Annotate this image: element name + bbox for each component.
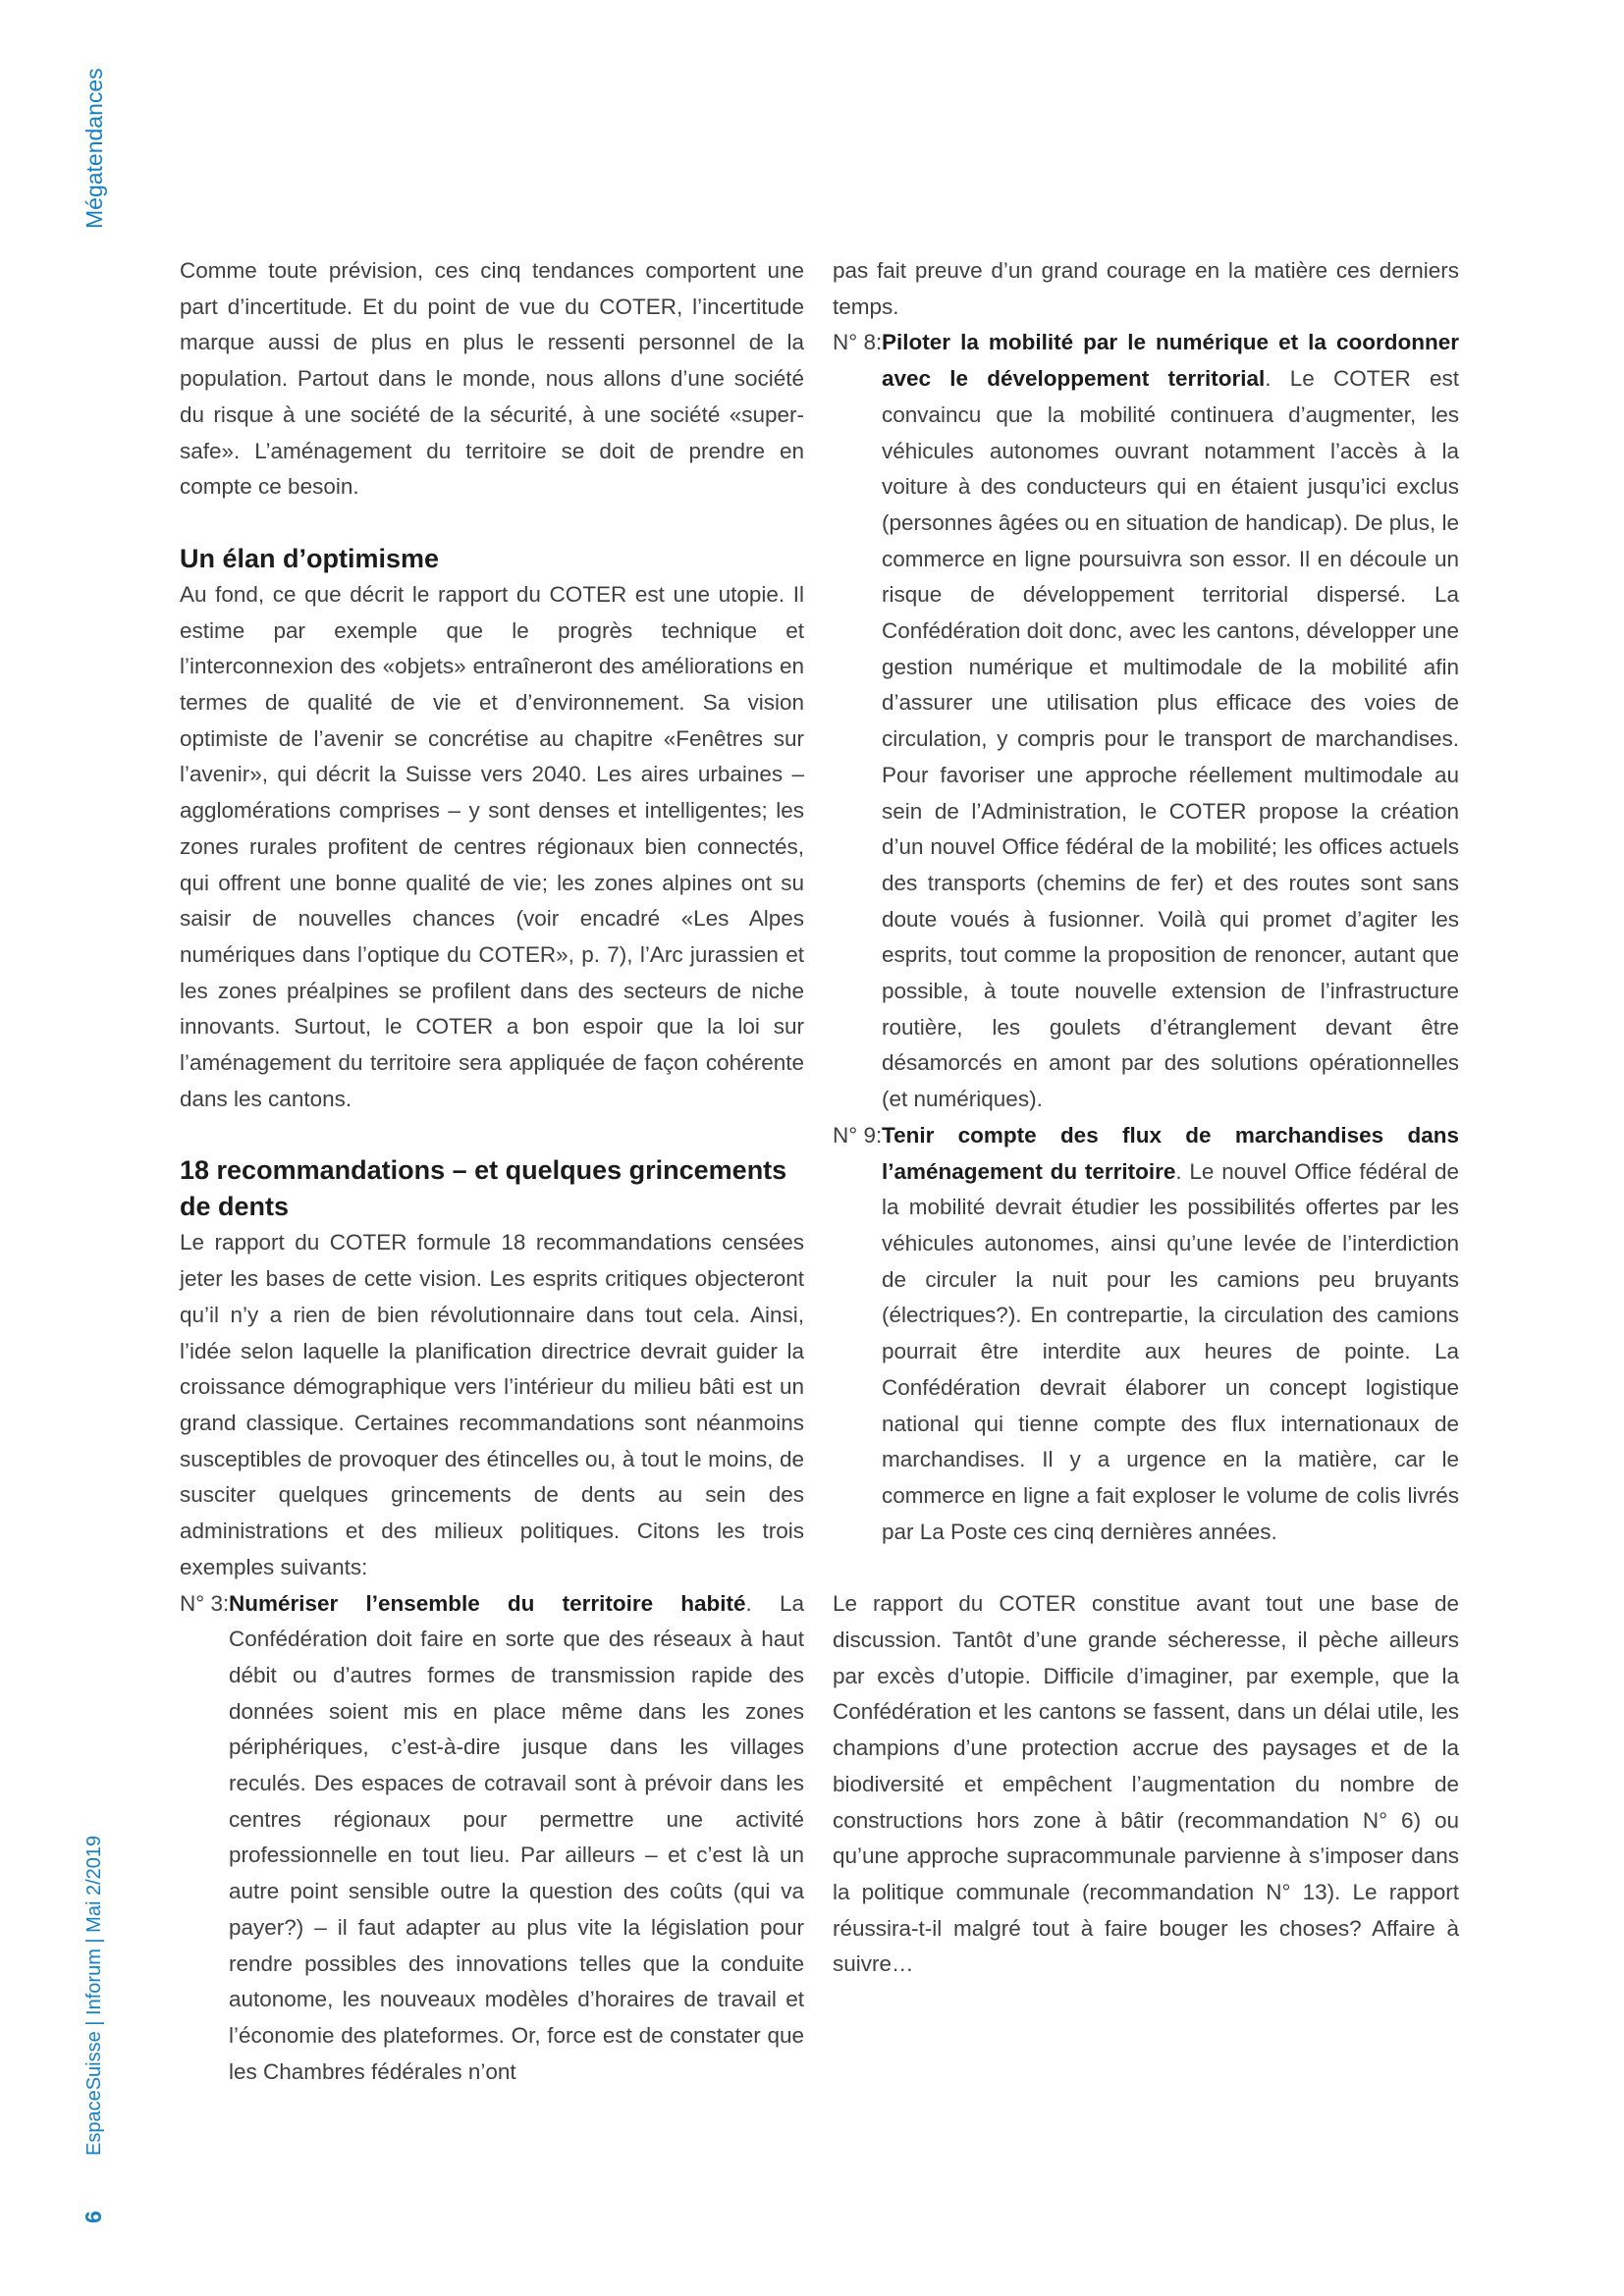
recommendation-9-body: . Le nouvel Office fédéral de la mobilité devrait étudier les possibilités offertes par les véhicules autonomes, ainsi qu’une levée de l’interdiction de circuler la nuit pour les camions peu bruyants (électriques?). En contrepartie, la circulation des camions pourrait être interdite aux heures de pointe. La Confédération devrait élaborer un concept logistique national qui tienne compte des flux internationaux de marchandises. Il y a urgence en la matière, car le commerce en ligne a fait exploser le volume de colis livrés par La Poste ces cinq dernières années. — [882, 1158, 1459, 1544]
recommendation-8-body: . Le COTER est convaincu que la mobilité continuera d’augmenter, les véhicules autonomes ouvrant notamment l’accès à la voiture à des conducteurs qui en étaient jusqu’ici exclus (personnes âgées ou en situation de handicap). De plus, le commerce en ligne poursuivra son essor. Il en découle un risque de développement territorial dispersé. La Confédération doit donc, avec les cantons, développer une gestion numérique et multimodale de la mobilité afin d’assurer une utilisation plus efficace des voies de circulation, y compris pour le transport de marchandises. Pour favoriser une approche réellement multimodale au sein de l’Administration, le COTER propose la création d’un nouvel Office fédéral de la mobilité; les offices actuels des transports (chemins de fer) et des routes sont sans doute voués à fusionner. Voilà qui promet d’agiter les esprits, tout comme la proposition de renoncer, autant que possible, à toute nouvelle extension de l’infrastructure routière, les goulets d’étranglement devant être désamorcés en amont par des solutions opérationnelles (et numériques). — [882, 366, 1459, 1112]
closing-paragraph: Le rapport du COTER constitue avant tout une base de discussion. Tantôt d’une grande sécheresse, il pèche ailleurs par excès d’utopie. Difficile d’imaginer, par exemple, que la Confédération et les cantons se fassent, dans un délai utile, les champions d’une protection accrue des paysages et de la biodiversité et empêchent l’augmentation du nombre de constructions hors zone à bâtir (recommandation N° 6) ou qu’une approche supracommunale parvienne à s’imposer dans la politique communale (recommandation N° 13). Le rapport réussira-t-il malgré tout à faire bouger les choses? Affaire à suivre… — [833, 1591, 1459, 1977]
page-number: 6 — [81, 2211, 106, 2223]
recommendation-9-label: N° 9: — [833, 1122, 883, 1148]
section-heading-recommandations: 18 recommandations – et quelques grincements de dents — [180, 1155, 787, 1222]
intro-paragraph: Comme toute prévision, ces cinq tendances comportent une part d’incertitude. Et du point de vue du COTER, l’incertitude marque aussi de plus en plus le ressenti personnel de la population. Partout dans le monde, nous allons d’une société du risque à une société de la sécurité, à une société «super-safe». L’aménagement du territoire se doit de prendre en compte ce besoin. — [180, 258, 804, 500]
recommendation-item-3 — [180, 1586, 804, 2091]
recommendation-8-title: Piloter la mobilité par le numérique et la coordonner avec le développement territorial — [882, 330, 1459, 392]
rubric-label: Mégatendances — [81, 68, 107, 229]
section-heading-optimisme: Un élan d’optimisme — [180, 543, 440, 573]
section-recommandations-paragraph: Le rapport du COTER formule 18 recommandations censées jeter les bases de cette vision. Les esprits critiques objecteront qu’il n’y a rien de bien révolutionnaire dans tout cela. Ainsi, l’idée selon laquelle la planification directrice devrait guider la croissance démographique vers l’intérieur du milieu bâti est un grand classique. Certaines recommandations sont néanmoins susceptibles de provoquer des étincelles ou, à tout le moins, de susciter quelques grincements de dents au sein des administrations et des milieux politiques. Citons les trois exemples suivants: — [180, 1230, 804, 1579]
recommendation-3-continuation: pas fait preuve d’un grand courage en la matière ces derniers temps. — [833, 258, 1459, 319]
paragraph-spacer — [833, 1550, 1459, 1586]
recommendation-9-title: Tenir compte des flux de marchandises dans l’aménagement du territoire — [882, 1122, 1459, 1184]
recommendation-item-9 — [833, 1118, 1459, 1550]
article-right-column — [833, 253, 1459, 1983]
recommendation-3-title: Numériser l’ensemble du territoire habité — [229, 1590, 746, 1616]
recommendation-item-8 — [833, 325, 1459, 1117]
publication-footer-label: EspaceSuisse | Inforum | Mai 2/2019 — [83, 1835, 105, 2156]
recommendation-3-body: . La Confédération doit faire en sorte que des réseaux à haut débit ou d’autres formes de transmission rapide des données soient mis en place même dans les zones périphériques, c’est-à-dire jusque dans les villages reculés. Des espaces de cotravail sont à prévoir dans les centres régionaux pour permettre une activité professionnelle en tout lieu. Par ailleurs – et c’est là un autre point sensible outre la question des coûts (qui va payer?) – il faut adapter au plus vite la législation pour rendre possibles des innovations telles que la conduite autonome, les nouveaux modèles d’horaires de travail et l’économie des plateformes. Or, force est de constater que les Chambres fédérales n’ont — [229, 1590, 804, 2084]
recommendation-8-label: N° 8: — [833, 330, 883, 355]
section-optimisme-paragraph: Au fond, ce que décrit le rapport du COTER est une utopie. Il estime par exemple que le progrès technique et l’interconnexion des «objets» entraîneront des améliorations en termes de qualité de vie et d’environnement. Sa vision optimiste de l’avenir se concrétise au chapitre «Fenêtres sur l’avenir», qui décrit la Suisse vers 2040. Les aires urbaines – agglomérations comprises – y sont denses et intelligentes; les zones rurales profitent de centres régionaux bien connectés, qui offrent une bonne qualité de vie; les zones alpines ont su saisir de nouvelles chances (voir encadré «Les Alpes numériques dans l’optique du COTER», p. 7), l’Arc jurassien et les zones préalpines se profilent dans des secteurs de niche innovants. Surtout, le COTER a bon espoir que la loi sur l’aménagement du territoire sera appliquée de façon cohérente dans les cantons. — [180, 581, 804, 1111]
article-left-column — [180, 253, 804, 2090]
recommendation-3-label: N° 3: — [180, 1590, 230, 1616]
